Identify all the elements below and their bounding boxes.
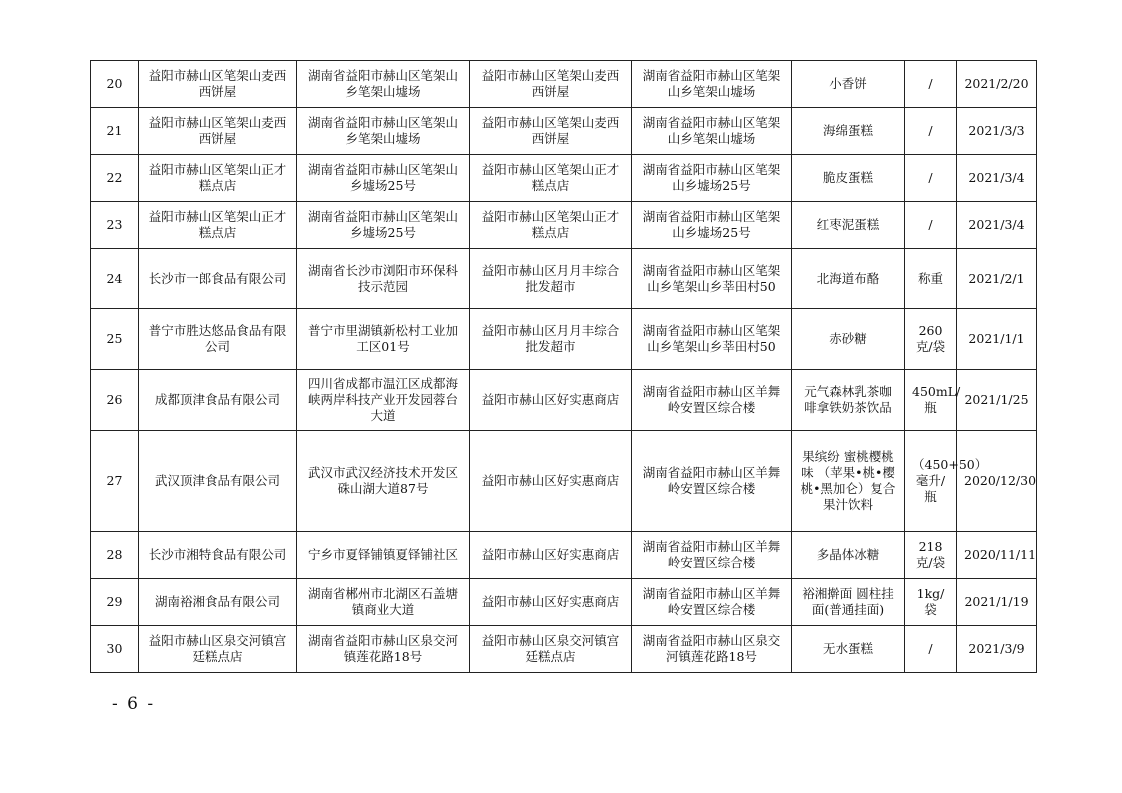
product-spec: 218克/袋 [905, 532, 957, 579]
seller-address: 湖南省益阳市赫山区笔架山乡笔架山乡莘田村50 [632, 309, 792, 370]
seller-address: 湖南省益阳市赫山区笔架山乡笔架山墟场 [632, 108, 792, 155]
product-spec: 称重 [905, 249, 957, 309]
seller-name: 益阳市赫山区月月丰综合批发超市 [470, 309, 632, 370]
producer-name: 益阳市赫山区笔架山麦西西饼屋 [139, 61, 297, 108]
producer-name: 长沙市湘特食品有限公司 [139, 532, 297, 579]
producer-address: 湖南省益阳市赫山区笔架山乡墟场25号 [297, 155, 470, 202]
production-date: 2021/3/4 [957, 202, 1037, 249]
row-number: 29 [91, 579, 139, 626]
product-name: 果缤纷 蜜桃樱桃味 （苹果•桃•樱桃•黑加仑）复合果汁饮料 [792, 431, 905, 532]
product-name: 元气森林乳茶咖啡拿铁奶茶饮品 [792, 370, 905, 431]
product-name: 海绵蛋糕 [792, 108, 905, 155]
producer-name: 武汉顶津食品有限公司 [139, 431, 297, 532]
producer-name: 益阳市赫山区笔架山正才糕点店 [139, 202, 297, 249]
producer-address: 湖南省长沙市浏阳市环保科技示范园 [297, 249, 470, 309]
producer-address: 四川省成都市温江区成都海峡两岸科技产业开发园蓉台大道 [297, 370, 470, 431]
producer-name: 益阳市赫山区笔架山麦西西饼屋 [139, 108, 297, 155]
page-number: - 6 - [112, 694, 156, 714]
seller-name: 益阳市赫山区好实惠商店 [470, 370, 632, 431]
sampling-results-table [90, 60, 1037, 673]
row-number: 27 [91, 431, 139, 532]
producer-address: 湖南省郴州市北湖区石盖塘镇商业大道 [297, 579, 470, 626]
row-number: 22 [91, 155, 139, 202]
table-row [91, 155, 1037, 202]
product-name: 裕湘擀面 圆柱挂面(普通挂面) [792, 579, 905, 626]
table-row [91, 626, 1037, 673]
seller-name: 益阳市赫山区笔架山正才糕点店 [470, 155, 632, 202]
production-date: 2021/1/1 [957, 309, 1037, 370]
row-number: 26 [91, 370, 139, 431]
seller-name: 益阳市赫山区月月丰综合批发超市 [470, 249, 632, 309]
seller-name: 益阳市赫山区好实惠商店 [470, 431, 632, 532]
product-name: 红枣泥蛋糕 [792, 202, 905, 249]
product-name: 赤砂糖 [792, 309, 905, 370]
producer-address: 武汉市武汉经济技术开发区硃山湖大道87号 [297, 431, 470, 532]
product-spec: / [905, 61, 957, 108]
table-row [91, 249, 1037, 309]
production-date: 2021/3/3 [957, 108, 1037, 155]
table-row [91, 532, 1037, 579]
row-number: 21 [91, 108, 139, 155]
table-row [91, 309, 1037, 370]
product-spec: / [905, 108, 957, 155]
seller-address: 湖南省益阳市赫山区羊舞岭安置区综合楼 [632, 532, 792, 579]
seller-address: 湖南省益阳市赫山区羊舞岭安置区综合楼 [632, 579, 792, 626]
producer-address: 宁乡市夏铎铺镇夏铎铺社区 [297, 532, 470, 579]
production-date: 2021/1/19 [957, 579, 1037, 626]
production-date: 2021/2/20 [957, 61, 1037, 108]
row-number: 30 [91, 626, 139, 673]
row-number: 23 [91, 202, 139, 249]
producer-name: 湖南裕湘食品有限公司 [139, 579, 297, 626]
seller-address: 湖南省益阳市赫山区笔架山乡墟场25号 [632, 202, 792, 249]
row-number: 28 [91, 532, 139, 579]
seller-name: 益阳市赫山区笔架山正才糕点店 [470, 202, 632, 249]
product-name: 小香饼 [792, 61, 905, 108]
seller-address: 湖南省益阳市赫山区泉交河镇莲花路18号 [632, 626, 792, 673]
production-date: 2020/11/11 [957, 532, 1037, 579]
producer-address: 湖南省益阳市赫山区泉交河镇莲花路18号 [297, 626, 470, 673]
seller-name: 益阳市赫山区好实惠商店 [470, 532, 632, 579]
product-name: 北海道布酪 [792, 249, 905, 309]
product-spec: 260克/袋 [905, 309, 957, 370]
table-row [91, 108, 1037, 155]
producer-name: 普宁市胜达悠品食品有限公司 [139, 309, 297, 370]
table-row [91, 579, 1037, 626]
producer-address: 湖南省益阳市赫山区笔架山乡墟场25号 [297, 202, 470, 249]
product-spec: 450mL/瓶 [905, 370, 957, 431]
production-date: 2021/2/1 [957, 249, 1037, 309]
product-spec: / [905, 155, 957, 202]
production-date: 2020/12/30 [957, 431, 1037, 532]
seller-address: 湖南省益阳市赫山区羊舞岭安置区综合楼 [632, 370, 792, 431]
product-name: 无水蛋糕 [792, 626, 905, 673]
product-spec: / [905, 202, 957, 249]
producer-name: 成都顶津食品有限公司 [139, 370, 297, 431]
row-number: 24 [91, 249, 139, 309]
producer-name: 益阳市赫山区泉交河镇宫廷糕点店 [139, 626, 297, 673]
seller-name: 益阳市赫山区笔架山麦西西饼屋 [470, 61, 632, 108]
row-number: 20 [91, 61, 139, 108]
seller-name: 益阳市赫山区泉交河镇宫廷糕点店 [470, 626, 632, 673]
product-name: 脆皮蛋糕 [792, 155, 905, 202]
seller-name: 益阳市赫山区好实惠商店 [470, 579, 632, 626]
production-date: 2021/1/25 [957, 370, 1037, 431]
row-number: 25 [91, 309, 139, 370]
table-row [91, 202, 1037, 249]
product-spec: 1kg/袋 [905, 579, 957, 626]
seller-address: 湖南省益阳市赫山区笔架山乡笔架山乡莘田村50 [632, 249, 792, 309]
product-spec: / [905, 626, 957, 673]
producer-name: 益阳市赫山区笔架山正才糕点店 [139, 155, 297, 202]
product-name: 多晶体冰糖 [792, 532, 905, 579]
table-row [91, 61, 1037, 108]
production-date: 2021/3/4 [957, 155, 1037, 202]
seller-address: 湖南省益阳市赫山区笔架山乡墟场25号 [632, 155, 792, 202]
producer-address: 湖南省益阳市赫山区笔架山乡笔架山墟场 [297, 108, 470, 155]
production-date: 2021/3/9 [957, 626, 1037, 673]
table-row [91, 370, 1037, 431]
product-spec: （450+50）毫升/瓶 [905, 431, 957, 532]
producer-address: 普宁市里湖镇新松村工业加工区01号 [297, 309, 470, 370]
seller-address: 湖南省益阳市赫山区笔架山乡笔架山墟场 [632, 61, 792, 108]
table-row [91, 431, 1037, 532]
producer-name: 长沙市一郎食品有限公司 [139, 249, 297, 309]
seller-name: 益阳市赫山区笔架山麦西西饼屋 [470, 108, 632, 155]
seller-address: 湖南省益阳市赫山区羊舞岭安置区综合楼 [632, 431, 792, 532]
producer-address: 湖南省益阳市赫山区笔架山乡笔架山墟场 [297, 61, 470, 108]
